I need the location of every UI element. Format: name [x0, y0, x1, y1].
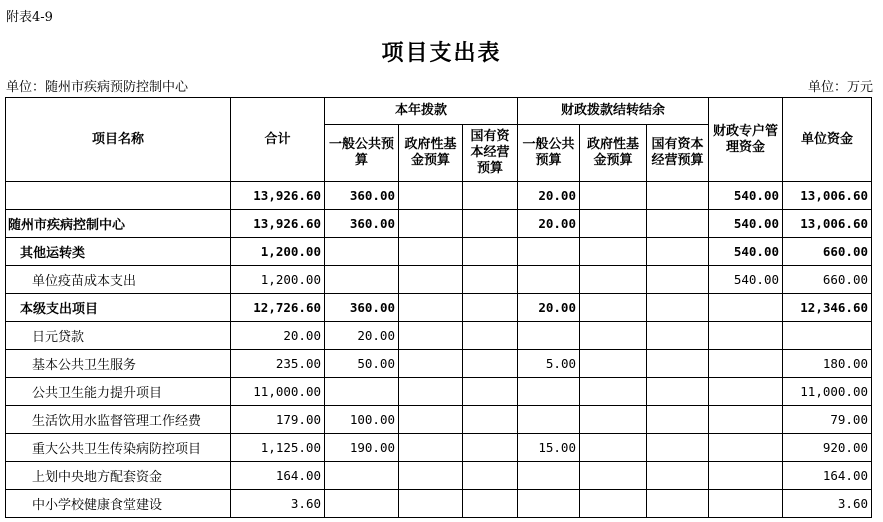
value-cell-g2a — [518, 238, 580, 266]
header-g2-general-budget: 一般公共预算 — [518, 125, 580, 182]
value-cell-g1b — [399, 350, 463, 378]
value-cell-g1b — [399, 406, 463, 434]
table-row — [6, 322, 872, 350]
value-cell-g2c — [647, 294, 709, 322]
project-name-cell: 重大公共卫生传染病防控项目 — [6, 434, 231, 462]
value-cell-g1c — [463, 350, 518, 378]
value-cell-g1a: 360.00 — [325, 294, 399, 322]
value-cell-g1c — [463, 322, 518, 350]
header-unit-funds: 单位资金 — [783, 98, 872, 182]
value-cell-total: 12,726.60 — [231, 294, 325, 322]
value-cell-g1a — [325, 462, 399, 490]
value-cell-total: 1,200.00 — [231, 238, 325, 266]
value-cell-unit: 920.00 — [783, 434, 872, 462]
project-name-cell: 上划中央地方配套资金 — [6, 462, 231, 490]
value-cell-g2b — [580, 210, 647, 238]
value-cell-special: 540.00 — [709, 266, 783, 294]
value-cell-g2b — [580, 434, 647, 462]
value-cell-g1a: 360.00 — [325, 182, 399, 210]
header-current-year-allocation: 本年拨款 — [325, 98, 518, 125]
value-cell-unit: 13,006.60 — [783, 210, 872, 238]
value-cell-g2a: 20.00 — [518, 182, 580, 210]
value-cell-total: 3.60 — [231, 490, 325, 518]
value-cell-g1a: 190.00 — [325, 434, 399, 462]
value-cell-g2c — [647, 406, 709, 434]
value-cell-g1b — [399, 378, 463, 406]
table-row — [6, 210, 872, 238]
value-cell-g1c — [463, 182, 518, 210]
project-name-cell: 生活饮用水监督管理工作经费 — [6, 406, 231, 434]
value-cell-g1c — [463, 238, 518, 266]
value-cell-special — [709, 462, 783, 490]
value-cell-g1a: 100.00 — [325, 406, 399, 434]
value-cell-g1c — [463, 462, 518, 490]
value-cell-special — [709, 294, 783, 322]
page-title: 项目支出表 — [381, 40, 502, 66]
value-cell-g1a — [325, 378, 399, 406]
value-cell-g1a: 20.00 — [325, 322, 399, 350]
header-g2-state-capital-budget: 国有资本经营预算 — [647, 125, 709, 182]
header-g2-fund-budget: 政府性基金预算 — [580, 125, 647, 182]
value-cell-g2b — [580, 294, 647, 322]
header-total: 合计 — [231, 98, 325, 182]
value-cell-g2c — [647, 378, 709, 406]
header-g1-state-capital-budget: 国有资本经营预算 — [463, 125, 518, 182]
value-cell-g2b — [580, 266, 647, 294]
header-g1-general-budget: 一般公共预算 — [325, 125, 399, 182]
value-cell-g2a — [518, 490, 580, 518]
value-cell-g2a: 5.00 — [518, 350, 580, 378]
value-cell-g1b — [399, 266, 463, 294]
value-cell-g2c — [647, 434, 709, 462]
value-cell-total: 235.00 — [231, 350, 325, 378]
value-cell-special — [709, 322, 783, 350]
value-cell-g2c — [647, 182, 709, 210]
table-row — [6, 266, 872, 294]
value-cell-total: 20.00 — [231, 322, 325, 350]
value-cell-special: 540.00 — [709, 210, 783, 238]
value-cell-g2c — [647, 210, 709, 238]
project-name-cell: 中小学校健康食堂建设 — [6, 490, 231, 518]
value-cell-g1c — [463, 210, 518, 238]
value-cell-special: 540.00 — [709, 182, 783, 210]
value-cell-g2b — [580, 350, 647, 378]
value-cell-g2b — [580, 322, 647, 350]
table-row — [6, 462, 872, 490]
value-cell-g1b — [399, 210, 463, 238]
project-name-cell: 单位疫苗成本支出 — [6, 266, 231, 294]
project-name-cell: 其他运转类 — [6, 238, 231, 266]
table-row — [6, 294, 872, 322]
table-row — [6, 434, 872, 462]
table-row — [6, 378, 872, 406]
value-cell-g2c — [647, 238, 709, 266]
value-cell-g2b — [580, 406, 647, 434]
value-cell-unit: 660.00 — [783, 238, 872, 266]
value-cell-g2b — [580, 238, 647, 266]
value-cell-g2a — [518, 266, 580, 294]
table-row — [6, 350, 872, 378]
value-cell-special — [709, 490, 783, 518]
value-cell-g2c — [647, 350, 709, 378]
header-project-name: 项目名称 — [6, 98, 231, 182]
value-cell-special — [709, 350, 783, 378]
project-expenditure-table — [5, 97, 872, 518]
value-cell-g1c — [463, 490, 518, 518]
value-cell-unit: 11,000.00 — [783, 378, 872, 406]
value-cell-g1a: 360.00 — [325, 210, 399, 238]
value-cell-g1b — [399, 490, 463, 518]
value-cell-g2a — [518, 406, 580, 434]
value-cell-g1a — [325, 238, 399, 266]
value-cell-unit: 12,346.60 — [783, 294, 872, 322]
value-cell-g1c — [463, 266, 518, 294]
value-cell-unit: 79.00 — [783, 406, 872, 434]
value-cell-g1a: 50.00 — [325, 350, 399, 378]
value-cell-g1c — [463, 294, 518, 322]
value-cell-total: 1,200.00 — [231, 266, 325, 294]
value-cell-g2a — [518, 462, 580, 490]
value-cell-g1b — [399, 322, 463, 350]
value-cell-total: 164.00 — [231, 462, 325, 490]
value-cell-total: 13,926.60 — [231, 182, 325, 210]
value-cell-g2b — [580, 182, 647, 210]
value-cell-g2b — [580, 378, 647, 406]
value-cell-unit: 180.00 — [783, 350, 872, 378]
value-cell-g2b — [580, 490, 647, 518]
value-cell-total: 1,125.00 — [231, 434, 325, 462]
project-name-cell: 本级支出项目 — [6, 294, 231, 322]
value-cell-g1b — [399, 238, 463, 266]
value-cell-total: 11,000.00 — [231, 378, 325, 406]
project-name-cell: 随州市疾病控制中心 — [6, 210, 231, 238]
value-cell-unit: 164.00 — [783, 462, 872, 490]
value-cell-g2a — [518, 322, 580, 350]
value-cell-special — [709, 434, 783, 462]
table-row — [6, 490, 872, 518]
value-cell-unit — [783, 322, 872, 350]
header-carryover-balance: 财政拨款结转结余 — [518, 98, 709, 125]
value-cell-unit: 3.60 — [783, 490, 872, 518]
project-name-cell: 日元贷款 — [6, 322, 231, 350]
table-row — [6, 238, 872, 266]
value-cell-g2a: 20.00 — [518, 210, 580, 238]
value-cell-total: 13,926.60 — [231, 210, 325, 238]
value-cell-g2c — [647, 462, 709, 490]
value-cell-g1c — [463, 434, 518, 462]
value-cell-unit: 13,006.60 — [783, 182, 872, 210]
value-cell-g2a: 15.00 — [518, 434, 580, 462]
value-cell-total: 179.00 — [231, 406, 325, 434]
table-row — [6, 406, 872, 434]
project-name-cell: 基本公共卫生服务 — [6, 350, 231, 378]
value-cell-g1c — [463, 378, 518, 406]
header-special-account-funds: 财政专户管理资金 — [709, 98, 783, 182]
value-cell-g1b — [399, 182, 463, 210]
project-name-cell: 公共卫生能力提升项目 — [6, 378, 231, 406]
table-body — [6, 182, 872, 518]
value-cell-g1b — [399, 294, 463, 322]
value-cell-g2c — [647, 490, 709, 518]
unit-organization: 单位：随州市疾病预防控制中心 — [6, 80, 189, 95]
value-cell-g1b — [399, 462, 463, 490]
value-cell-g1a — [325, 490, 399, 518]
project-name-cell — [6, 182, 231, 210]
appendix-note: 附表4-9 — [6, 10, 53, 25]
value-cell-g1a — [325, 266, 399, 294]
value-cell-g2b — [580, 462, 647, 490]
value-cell-unit: 660.00 — [783, 266, 872, 294]
value-cell-g2a: 20.00 — [518, 294, 580, 322]
value-cell-g1b — [399, 434, 463, 462]
value-cell-g2a — [518, 378, 580, 406]
value-cell-g2c — [647, 266, 709, 294]
table-row — [6, 182, 872, 210]
unit-currency: 单位：万元 — [807, 80, 873, 95]
header-g1-fund-budget: 政府性基金预算 — [399, 125, 463, 182]
value-cell-g1c — [463, 406, 518, 434]
value-cell-special — [709, 378, 783, 406]
value-cell-special: 540.00 — [709, 238, 783, 266]
value-cell-g2c — [647, 322, 709, 350]
value-cell-special — [709, 406, 783, 434]
